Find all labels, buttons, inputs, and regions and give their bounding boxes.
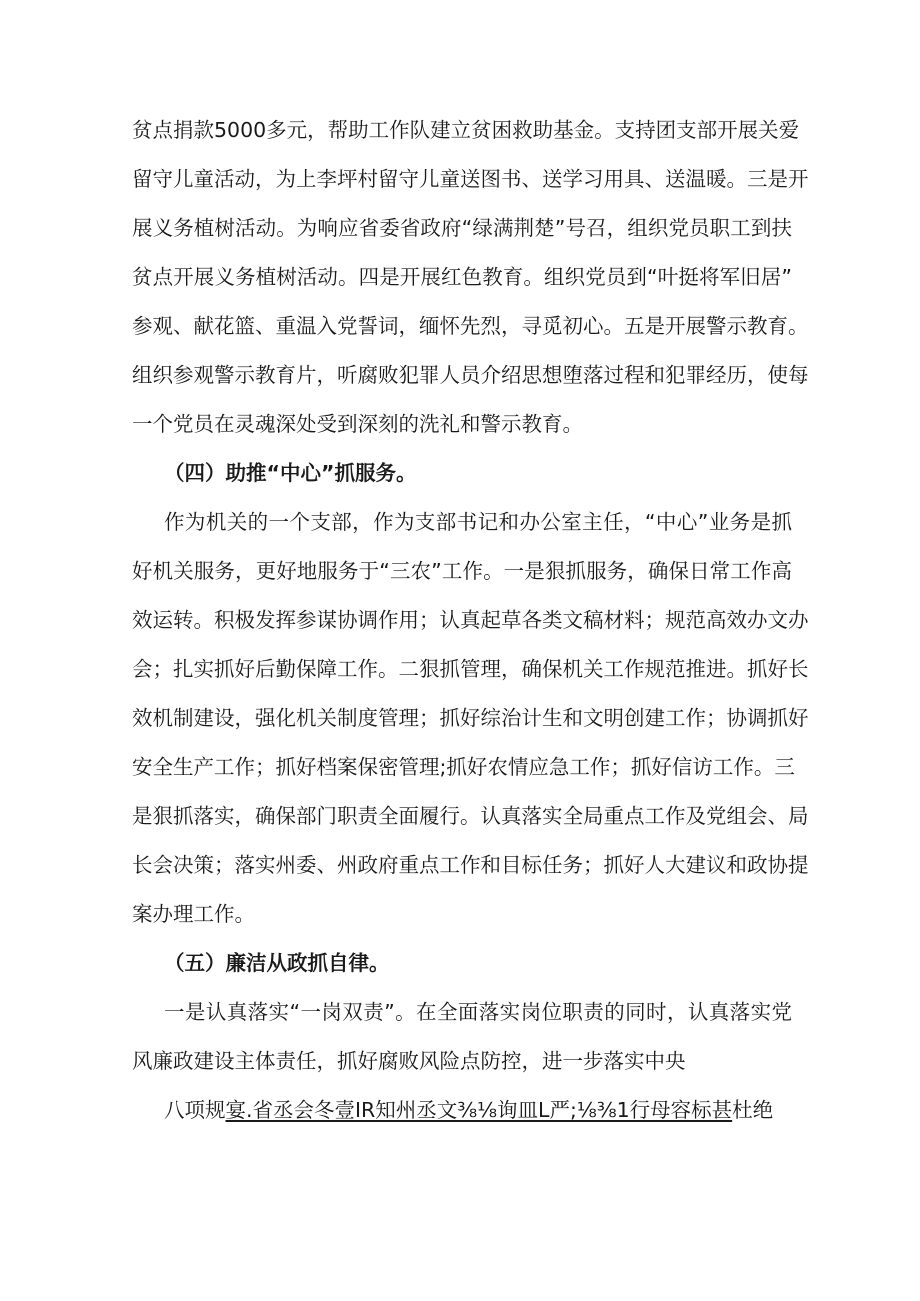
paragraph-1-line-4: 贫点开展义务植树活动。四是开展红色教育。组织党员到“叶挺将军旧居” — [132, 265, 792, 289]
paragraph-2-line-3: 效运转。积极发挥参谋协调作用；认真起草各类文稿材料；规范高效办文办 — [132, 608, 809, 632]
paragraph-1-line-2: 留守儿童活动，为上李坪村留守儿童送图书、送学习用具、送温暖。三是开 — [132, 167, 809, 191]
paragraph-2-line-1: 作为机关的一个支部，作为支部书记和办公室主任，“中心”业务是抓 — [164, 510, 792, 534]
paragraph-1-line-1: 贫点捐款5000多元，帮助工作队建立贫困救助基金。支持团支部开展关爱 — [132, 118, 800, 142]
paragraph-1-line-5: 参观、献花篮、重温入党誓词，缅怀先烈，寻觅初心。五是开展警示教育。 — [132, 314, 809, 338]
garbled-text-line — [164, 1095, 774, 1125]
paragraph-2-line-5: 效机制建设，强化机关制度管理；抓好综治计生和文明创建工作；协调抓好 — [132, 706, 809, 730]
garbled-line-plain: 八项规 — [164, 1098, 226, 1122]
paragraph-3-line-2: 风廉政建设主体责任，抓好腐败风险点防控，进一步落实中央 — [132, 1049, 686, 1073]
paragraph-1-line-7: 一个党员在灵魂深处受到深刻的洗礼和警示教育。 — [132, 412, 583, 436]
garbled-line-tail: 杜绝 — [732, 1098, 774, 1122]
section-heading-5: （五）廉洁从政抓自律。 — [164, 951, 390, 975]
paragraph-2-line-6: 安全生产工作；抓好档案保密管理;抓好农情应急工作；抓好信访工作。三 — [132, 755, 795, 779]
paragraph-2-line-7: 是狠抓落实，确保部门职责全面履行。认真落实全局重点工作及党组会、局 — [132, 804, 809, 828]
garbled-line-underlined: 宴.省丞会冬壹IR知州丞文⅜⅛询皿L严;⅛⅜1行母容标甚 — [225, 1098, 733, 1122]
paragraph-2-line-9: 案办理工作。 — [132, 902, 255, 926]
paragraph-1-line-3: 展义务植树活动。为响应省委省政府“绿满荆楚”号召，组织党员职工到扶 — [132, 216, 792, 240]
paragraph-2-line-2: 好机关服务，更好地服务于“三农”工作。一是狠抓服务，确保日常工作高 — [132, 559, 792, 583]
section-heading-4: （四）助推“中心”抓服务。 — [164, 461, 417, 485]
paragraph-1-line-6: 组织参观警示教育片，听腐败犯罪人员介绍思想堕落过程和犯罪经历，使每 — [132, 363, 809, 387]
paragraph-2-line-4: 会；扎实抓好后勤保障工作。二狠抓管理，确保机关工作规范推进。抓好长 — [132, 657, 809, 681]
paragraph-2-line-8: 长会决策；落实州委、州政府重点工作和目标任务；抓好人大建议和政协提 — [132, 853, 809, 877]
paragraph-3-line-1: 一是认真落实“一岗双责”。在全面落实岗位职责的同时，认真落实党 — [164, 1000, 792, 1024]
